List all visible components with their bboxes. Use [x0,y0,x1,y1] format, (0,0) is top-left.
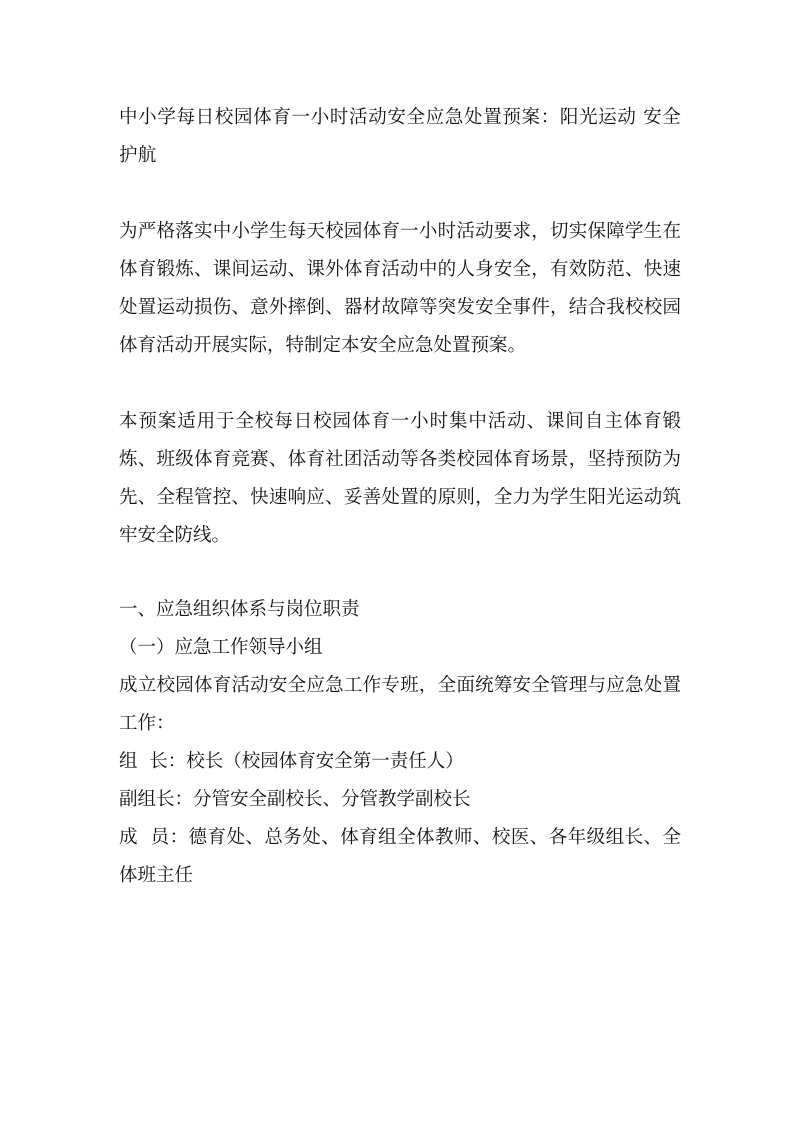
intro-paragraph-1: 为严格落实中小学生每天校园体育一小时活动要求，切实保障学生在体育锻炼、课间运动、课外体育活动中的人身安全，有效防范、快速处置运动损伤、意外摔倒、器材故障等突发安全事件，结合我校校园体育活动开展实际，特制定本安全应急处置预案。 [119,221,681,356]
leader-line: 组 长：校长（校园体育安全第一责任人） [119,751,464,772]
subsection-1-body: 成立校园体育活动安全应急工作专班，全面统筹安全管理与应急处置工作： [119,675,681,734]
document-body [119,99,681,895]
section-1-heading: 一、应急组织体系与岗位职责 [119,599,360,620]
intro-paragraph-2: 本预案适用于全校每日校园体育一小时集中活动、课间自主体育锻炼、班级体育竞赛、体育社团活动等各类校园体育场景，坚持预防为先、全程管控、快速响应、妥善处置的原则，全力为学生阳光运动筑牢安全防线。 [119,411,681,546]
subsection-1-heading: （一）应急工作领导小组 [119,637,323,658]
deputy-leader-line: 副组长：分管安全副校长、分管教学副校长 [119,789,471,810]
members-line: 成 员：德育处、总务处、体育组全体教师、校医、各年级组长、全体班主任 [119,827,681,886]
document-title: 中小学每日校园体育一小时活动安全应急处置预案：阳光运动 安全护航 [119,107,681,166]
